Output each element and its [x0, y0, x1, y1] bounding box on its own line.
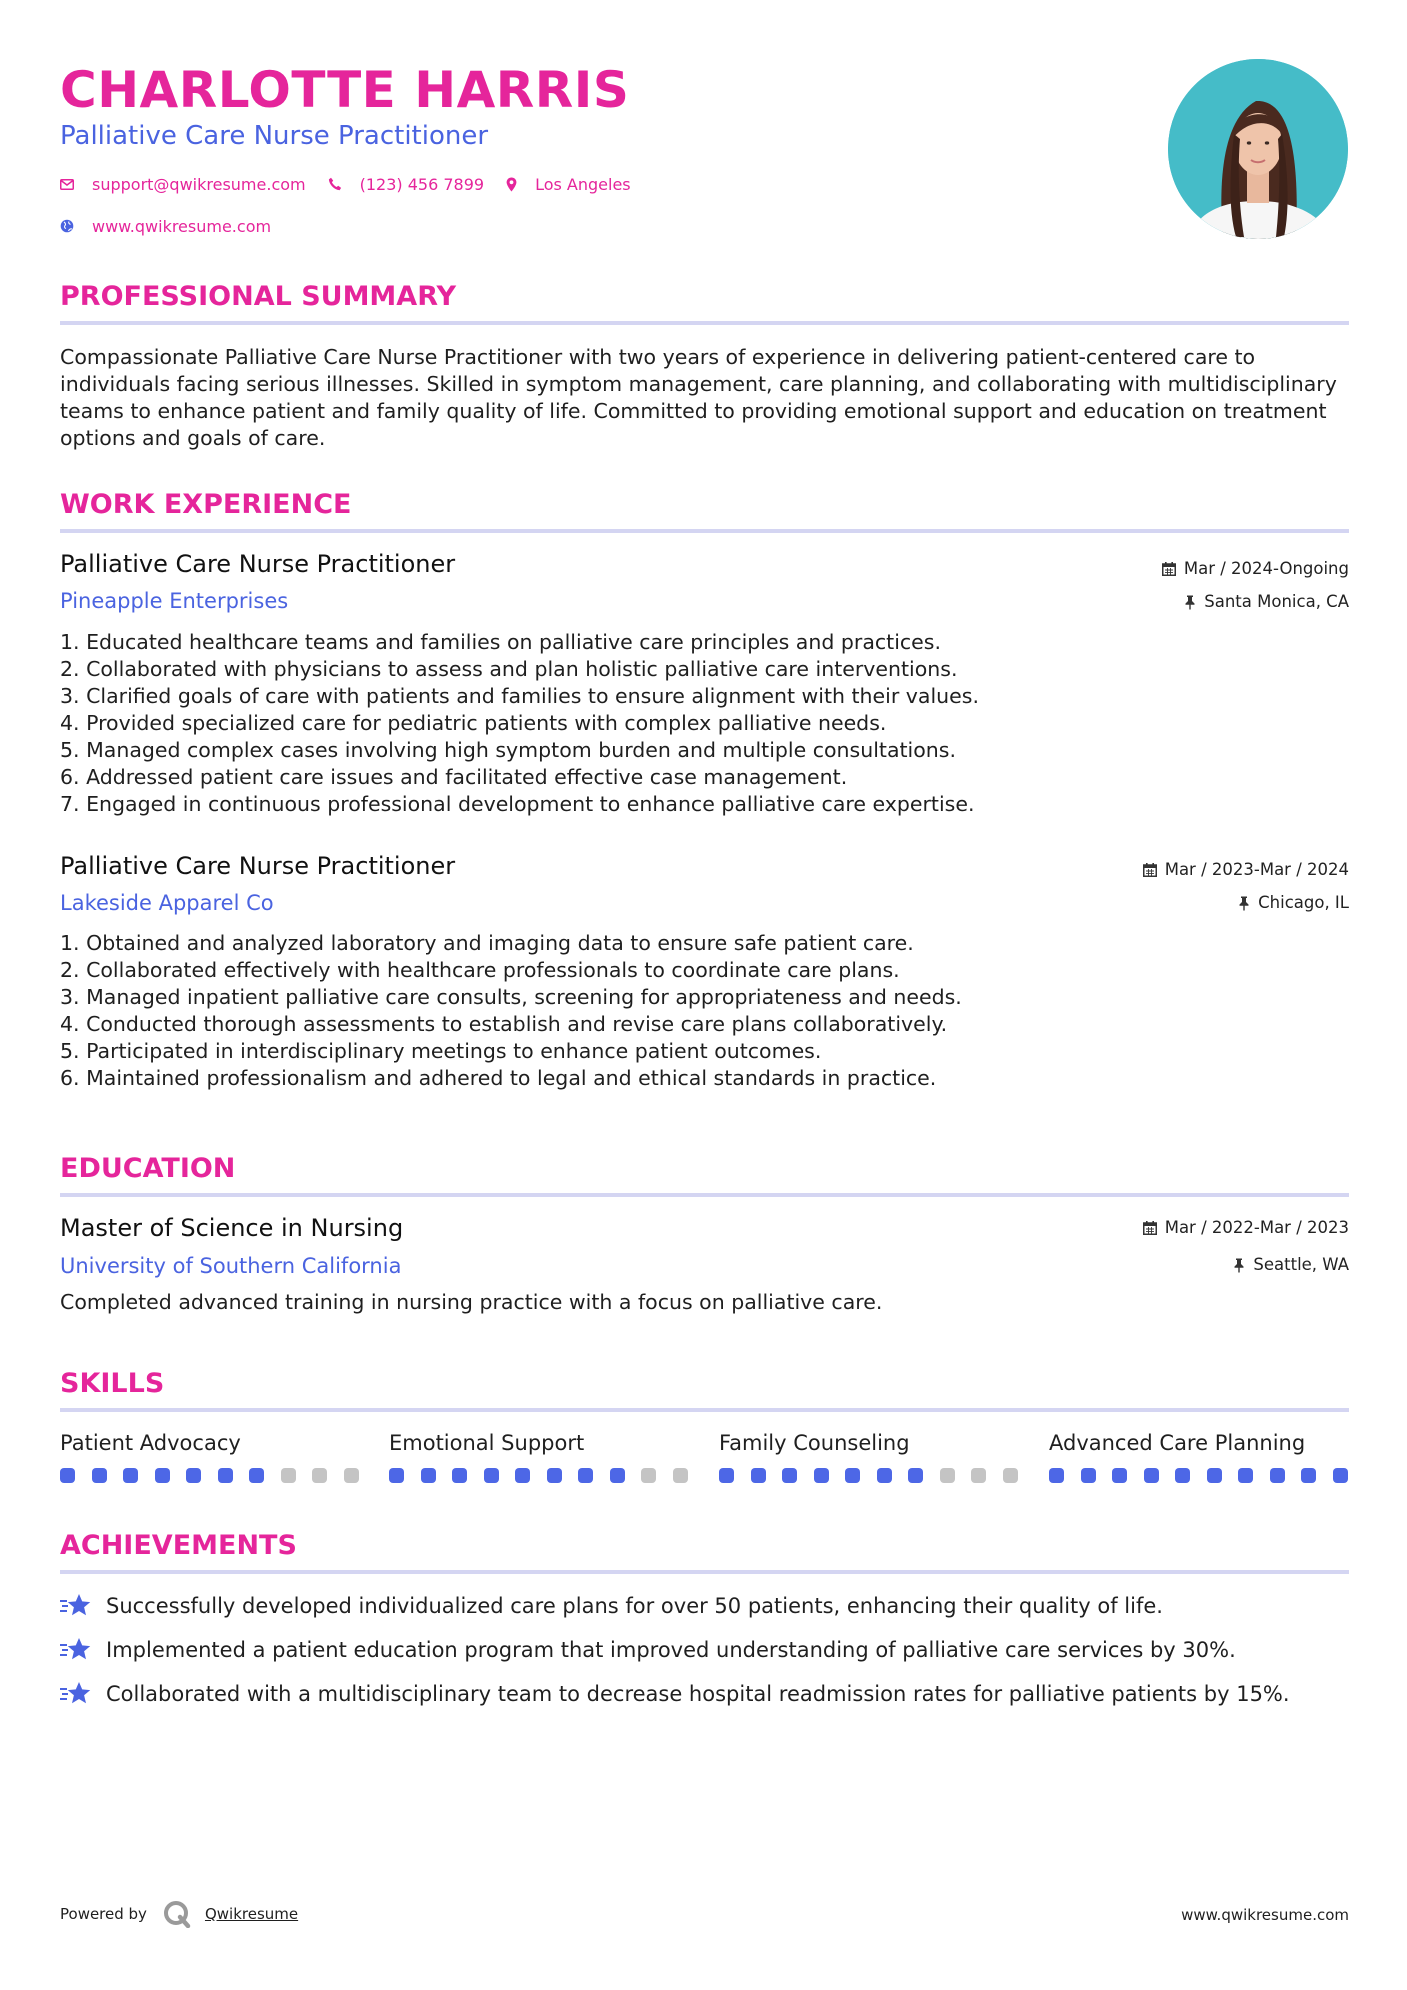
job-location [1184, 591, 1349, 613]
rating-dot-filled [1112, 1468, 1127, 1483]
list-item: 5. Managed complex cases involving high symptom burden and multiple consultations. [60, 738, 956, 762]
education-location-text: Seattle, WA [1253, 1255, 1349, 1274]
qwikresume-logo-icon [163, 1900, 191, 1928]
education-description: Completed advanced training in nursing practice with a focus on palliative care. [60, 1290, 883, 1314]
skill-name: Advanced Care Planning [1049, 1431, 1306, 1455]
list-item: 1. Obtained and analyzed laboratory and imaging data to ensure safe patient care. [60, 931, 914, 955]
rating-dot-filled [155, 1468, 170, 1483]
globe-icon [60, 219, 74, 233]
phone-text: (123) 456 7899 [359, 174, 485, 194]
rating-dot-filled [389, 1468, 404, 1483]
footer-powered-by [60, 1900, 298, 1928]
skill-item [719, 1430, 1019, 1456]
skill-rating [1049, 1468, 1348, 1483]
skill-rating [60, 1468, 359, 1483]
summary-text: Compassionate Palliative Care Nurse Practitioner with two years of experience in delivering patient-centered care to individuals facing serious illnesses. Skilled in symptom management, care planning, and collaborating with multidisciplinary teams to enhance patient and family quality of life. Committed to providing emotional support and education on treatment options and goals of care. [60, 345, 1337, 450]
list-item: 1. Educated healthcare teams and families on palliative care principles and practices. [60, 630, 941, 654]
powered-by-label: Powered by [60, 1905, 147, 1923]
rating-dot-filled [484, 1468, 499, 1483]
degree-title: Master of Science in Nursing [60, 1214, 404, 1242]
rating-dot-empty [641, 1468, 656, 1483]
job-title: Palliative Care Nurse Practitioner [60, 852, 456, 880]
skill-name: Family Counseling [719, 1431, 910, 1455]
job-location-text: Chicago, IL [1258, 893, 1349, 912]
job-dates-text: Mar / 2023-Mar / 2024 [1164, 860, 1349, 879]
rating-dot-empty [1003, 1468, 1018, 1483]
rating-dot-filled [186, 1468, 201, 1483]
rating-dot-filled [1081, 1468, 1096, 1483]
calendar-icon [1143, 863, 1157, 877]
rating-dot-filled [1049, 1468, 1064, 1483]
rating-dot-filled [845, 1468, 860, 1483]
star-icon [60, 1637, 92, 1664]
rating-dot-empty [312, 1468, 327, 1483]
section-title-skills: SKILLS [60, 1368, 165, 1399]
rating-dot-filled [1333, 1468, 1348, 1483]
rating-dot-empty [281, 1468, 296, 1483]
section-title-experience: WORK EXPERIENCE [60, 489, 352, 520]
avatar [1168, 59, 1348, 239]
phone-icon [328, 177, 342, 191]
location-text: Los Angeles [535, 174, 631, 194]
rating-dot-filled [1207, 1468, 1222, 1483]
list-item: 2. Collaborated with physicians to assess and plan holistic palliative care interventions. [60, 657, 958, 681]
email-text: support@qwikresume.com [92, 174, 306, 194]
section-title-achievements: ACHIEVEMENTS [60, 1530, 297, 1561]
contact-email[interactable] [60, 175, 306, 194]
job-company: Pineapple Enterprises [60, 589, 289, 613]
job-location [1238, 892, 1349, 914]
section-title-summary: PROFESSIONAL SUMMARY [60, 281, 457, 312]
education-dates [1143, 1217, 1349, 1239]
contact-row [60, 173, 653, 195]
section-title-education: EDUCATION [60, 1153, 236, 1184]
rating-dot-empty [971, 1468, 986, 1483]
profile-photo [1168, 59, 1348, 239]
section-divider [60, 1570, 1349, 1574]
rating-dot-filled [547, 1468, 562, 1483]
star-icon [60, 1593, 92, 1620]
contact-phone[interactable] [328, 175, 484, 194]
list-item: 4. Provided specialized care for pediatric patients with complex palliative needs. [60, 711, 887, 735]
education-location [1233, 1254, 1349, 1276]
rating-dot-filled [719, 1468, 734, 1483]
candidate-role: Palliative Care Nurse Practitioner [60, 121, 489, 151]
achievement-text: Collaborated with a multidisciplinary team to decrease hospital readmission rates for palliative patients by 15%. [106, 1682, 1290, 1706]
rating-dot-filled [1270, 1468, 1285, 1483]
job-bullets [60, 629, 1350, 818]
rating-dot-filled [218, 1468, 233, 1483]
contact-location [506, 175, 631, 194]
website-text: www.qwikresume.com [92, 216, 272, 236]
rating-dot-filled [782, 1468, 797, 1483]
achievement-text: Implemented a patient education program that improved understanding of palliative care services by 30%. [106, 1638, 1236, 1662]
star-icon [60, 1681, 92, 1708]
skill-item [389, 1430, 689, 1456]
brand-link[interactable]: Qwikresume [204, 1905, 299, 1923]
job-company: Lakeside Apparel Co [60, 891, 274, 915]
achievement-text: Successfully developed individualized care plans for over 50 patients, enhancing their quality of life. [106, 1594, 1163, 1618]
skill-rating [719, 1468, 1018, 1483]
skill-item [60, 1430, 360, 1456]
list-item: 3. Managed inpatient palliative care consults, screening for appropriateness and needs. [60, 985, 962, 1009]
rating-dot-filled [515, 1468, 530, 1483]
section-divider [60, 529, 1349, 533]
section-divider [60, 1408, 1349, 1412]
rating-dot-filled [1301, 1468, 1316, 1483]
contact-row-website [60, 215, 293, 237]
list-item: 2. Collaborated effectively with healthcare professionals to coordinate care plans. [60, 958, 900, 982]
list-item: 3. Clarified goals of care with patients and families to ensure alignment with their values. [60, 684, 979, 708]
rating-dot-filled [92, 1468, 107, 1483]
calendar-icon [1162, 562, 1176, 576]
rating-dot-filled [908, 1468, 923, 1483]
footer-website[interactable]: www.qwikresume.com [1181, 1906, 1349, 1924]
skill-name: Patient Advocacy [60, 1431, 241, 1455]
rating-dot-empty [673, 1468, 688, 1483]
job-title: Palliative Care Nurse Practitioner [60, 550, 456, 578]
rating-dot-empty [344, 1468, 359, 1483]
list-item: 5. Participated in interdisciplinary meetings to enhance patient outcomes. [60, 1039, 822, 1063]
rating-dot-empty [940, 1468, 955, 1483]
rating-dot-filled [1144, 1468, 1159, 1483]
rating-dot-filled [814, 1468, 829, 1483]
calendar-icon [1143, 1221, 1157, 1235]
job-dates-text: Mar / 2024-Ongoing [1183, 559, 1349, 578]
skill-rating [389, 1468, 688, 1483]
list-item: 6. Maintained professionalism and adhered to legal and ethical standards in practice. [60, 1066, 937, 1090]
skill-item [1049, 1430, 1349, 1456]
section-divider [60, 321, 1349, 325]
school-name: University of Southern California [60, 1254, 402, 1278]
list-item: 6. Addressed patient care issues and facilitated effective case management. [60, 765, 848, 789]
candidate-name: CHARLOTTE HARRIS [60, 61, 630, 119]
pushpin-icon [1233, 1258, 1245, 1273]
rating-dot-filled [1238, 1468, 1253, 1483]
list-item: 7. Engaged in continuous professional development to enhance palliative care expertise. [60, 792, 975, 816]
job-dates [1162, 558, 1349, 580]
job-dates [1143, 859, 1349, 881]
rating-dot-filled [751, 1468, 766, 1483]
contact-website[interactable] [60, 217, 271, 236]
pushpin-icon [1184, 595, 1196, 610]
education-dates-text: Mar / 2022-Mar / 2023 [1164, 1218, 1349, 1237]
rating-dot-filled [610, 1468, 625, 1483]
section-divider [60, 1193, 1349, 1197]
rating-dot-filled [578, 1468, 593, 1483]
map-pin-icon [506, 177, 517, 192]
job-bullets [60, 930, 1350, 1092]
rating-dot-filled [1175, 1468, 1190, 1483]
job-location-text: Santa Monica, CA [1204, 592, 1349, 611]
rating-dot-filled [421, 1468, 436, 1483]
rating-dot-filled [60, 1468, 75, 1483]
envelope-icon [60, 179, 74, 190]
pushpin-icon [1238, 896, 1250, 911]
list-item: 4. Conducted thorough assessments to establish and revise care plans collaboratively. [60, 1012, 948, 1036]
achievement-item [60, 1593, 1163, 1620]
rating-dot-filled [123, 1468, 138, 1483]
achievement-item [60, 1681, 1290, 1708]
achievement-item [60, 1637, 1236, 1664]
rating-dot-filled [452, 1468, 467, 1483]
rating-dot-filled [877, 1468, 892, 1483]
skill-name: Emotional Support [389, 1431, 585, 1455]
rating-dot-filled [249, 1468, 264, 1483]
